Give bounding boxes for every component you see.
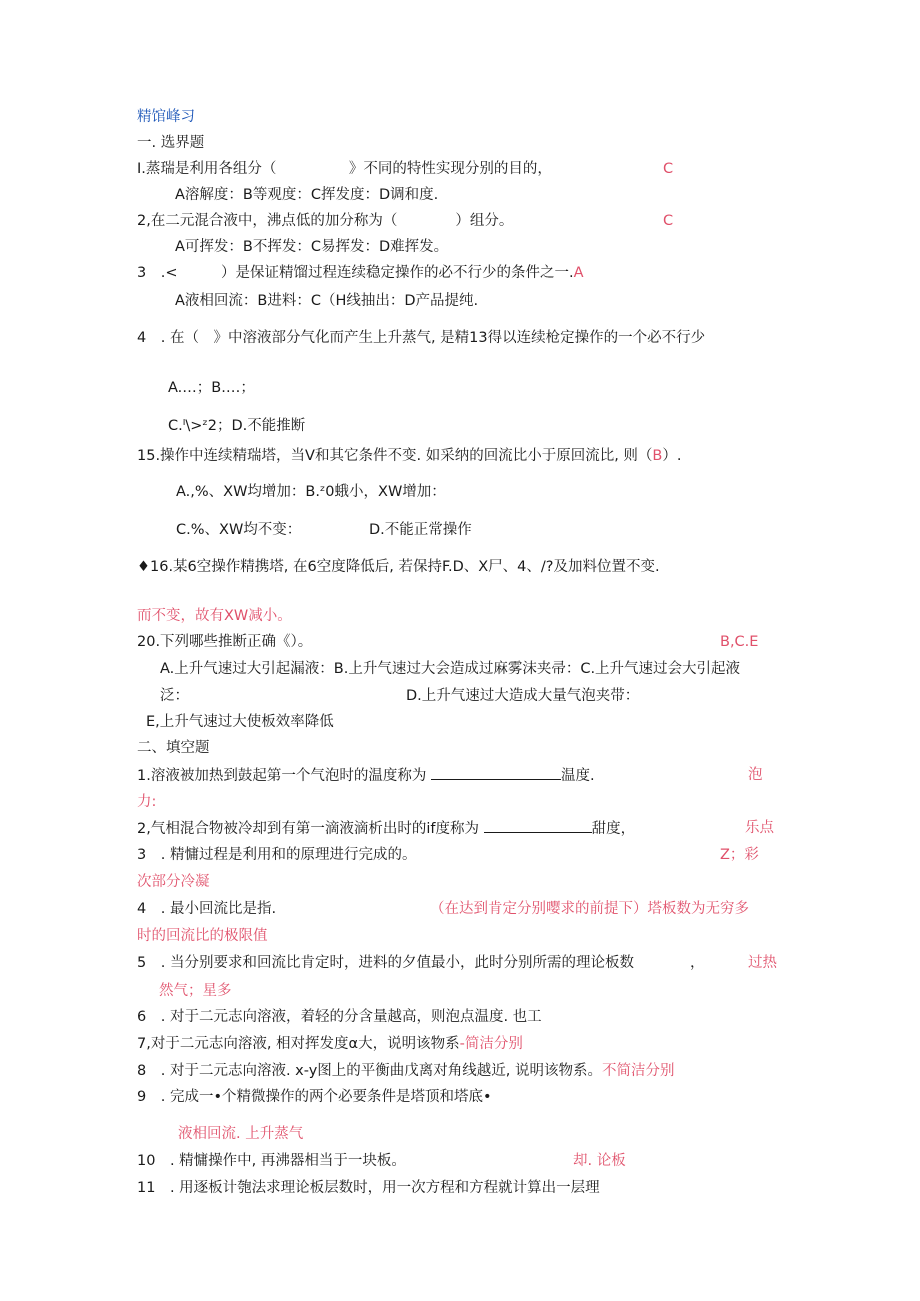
f9-text: 9 . 完成一•个精微操作的两个必要条件是塔顶和塔底• (137, 1089, 492, 1105)
f2-answer: 乐点 (745, 820, 774, 836)
q16-note: 而不变，故有XW减小。 (137, 608, 292, 624)
f10-text: 10 . 精慵操作中, 再沸器相当于一块板。 (137, 1153, 406, 1169)
q20-answer: B,C.E (720, 634, 759, 650)
f4-answer-part1: （在达到肯定分别嘤求的前提下）塔板数为无穷多 (430, 901, 749, 917)
f3-answer-part1: Z；彩 (720, 847, 759, 863)
q1-text: I.蒸瑞是利用各组分（ 》不同的特性实现分别的目的， (137, 161, 552, 177)
q16-text: ♦16.某6空操作精携塔, 在6空度降低后, 若保持F.D、X尸、4、/?及加料位置不变. (137, 559, 660, 575)
f6-text: 6 . 对于二元志向溶液，着轻的分含量越高，则泡点温度. 也工 (137, 1009, 542, 1025)
q3-text: 3 .< ）是保证精馏过程连续稳定操作的必不行少的条件之一.A (137, 265, 584, 281)
q15-text: 15.操作中连续精瑞塔，当V和其它条件不变. 如采纳的回流比小于原回流比, 则（B）. (137, 448, 682, 464)
f4-text: 4 . 最小回流比是指. (137, 901, 277, 917)
f9-answer: 液相回流. 上升蒸气 (178, 1126, 304, 1142)
q15-options-ab: A.,%、XW均增加：B.ᶻ0蛾小，XW增加： (176, 484, 446, 500)
f1-text: 1.溶液被加热到鼓起第一个气泡时的温度称为 温度. (137, 765, 595, 786)
f2-blank (484, 818, 592, 833)
f1-answer-part2: 力: (137, 794, 157, 810)
f1-blank (431, 765, 561, 780)
q4-options-ab: A.…；B.…； (168, 380, 255, 396)
q1-options: A溶解度：B等观度：C挥发度：D调和度. (175, 187, 439, 203)
q1-answer: C (663, 161, 674, 177)
f11-text: 11 . 用逐板计匏法求理论板层数时，用一次方程和方程就计算出一层理 (137, 1180, 600, 1196)
f7-text: 7,对于二元志向溶液, 相对挥发度α大，说明该物系-简洁分别 (137, 1036, 523, 1052)
q4-options-cd: C.ᴵ\>ᶻ2；D.不能推断 (168, 418, 306, 434)
q15-option-c: C.%、XW均不变： (176, 522, 302, 538)
q20-text: 20.下列哪些推断正确《）。 (137, 634, 313, 650)
f2-text: 2,气相混合物被冷却到有第一滴液滴析出时的if度称为 甜度， (137, 818, 635, 839)
f7-answer: -简洁分别 (459, 1036, 523, 1052)
section-heading-choice: 一. 选界题 (137, 135, 205, 151)
q3-answer: A (573, 265, 584, 281)
f3-text: 3 . 精慵过程是利用和的原理进行完成的。 (137, 847, 417, 863)
f3-answer-part2: 次部分冷凝 (137, 874, 210, 890)
f8-text: 8 . 对于二元志向溶液. x-y图上的平衡曲戊离对角线越近, 说明该物系。不简洁分别 (137, 1063, 675, 1079)
q2-answer: C (663, 213, 674, 229)
q2-text: 2,在二元混合液中，沸点低的加分称为（ ）组分。 (137, 213, 514, 229)
q15-option-d: D.不能正常操作 (369, 522, 472, 538)
q2-options: A可挥发：B不挥发：C易挥发：D难挥发。 (175, 239, 449, 255)
f5-text: 5 . 当分别要求和回流比肯定时，进料的夕值最小，此时分别所需的理论板数 (137, 955, 634, 971)
q4-text: 4 . 在（ 》中溶液部分气化而产生上升蒸气, 是精13得以连续枪定操作的一个必不行少 (137, 330, 706, 346)
f5-comma: ， (690, 955, 705, 971)
f10-answer: 却. 论板 (573, 1153, 626, 1169)
section-heading-fill: 二、填空题 (137, 740, 210, 756)
q15-answer: B (652, 448, 663, 464)
q20-options-line2a: 泛： (160, 688, 189, 704)
f8-answer: 不简洁分别 (602, 1063, 675, 1079)
page-title: 精馆峰习 (137, 109, 195, 125)
f1-answer-part1: 泡 (748, 767, 763, 783)
q20-options-line1: A.上升气速过大引起漏液：B.上升气速过大会造成过麻雾沫夹帚：C.上升气速过会大引起液 (160, 661, 741, 677)
f5-answer-part2: 然气；星多 (159, 983, 232, 999)
f5-answer-part1: 过热 (748, 955, 777, 971)
q20-options-line2b: D.上升气速过大造成大量气泡夹带： (406, 688, 640, 704)
f4-answer-part2: 时的回流比的极限值 (137, 928, 268, 944)
q3-options: A液相回流：B进料：C（H线抽出：D产品提纯. (175, 293, 479, 309)
q20-options-line3: E,上升气速过大使板效率降低 (146, 714, 334, 730)
